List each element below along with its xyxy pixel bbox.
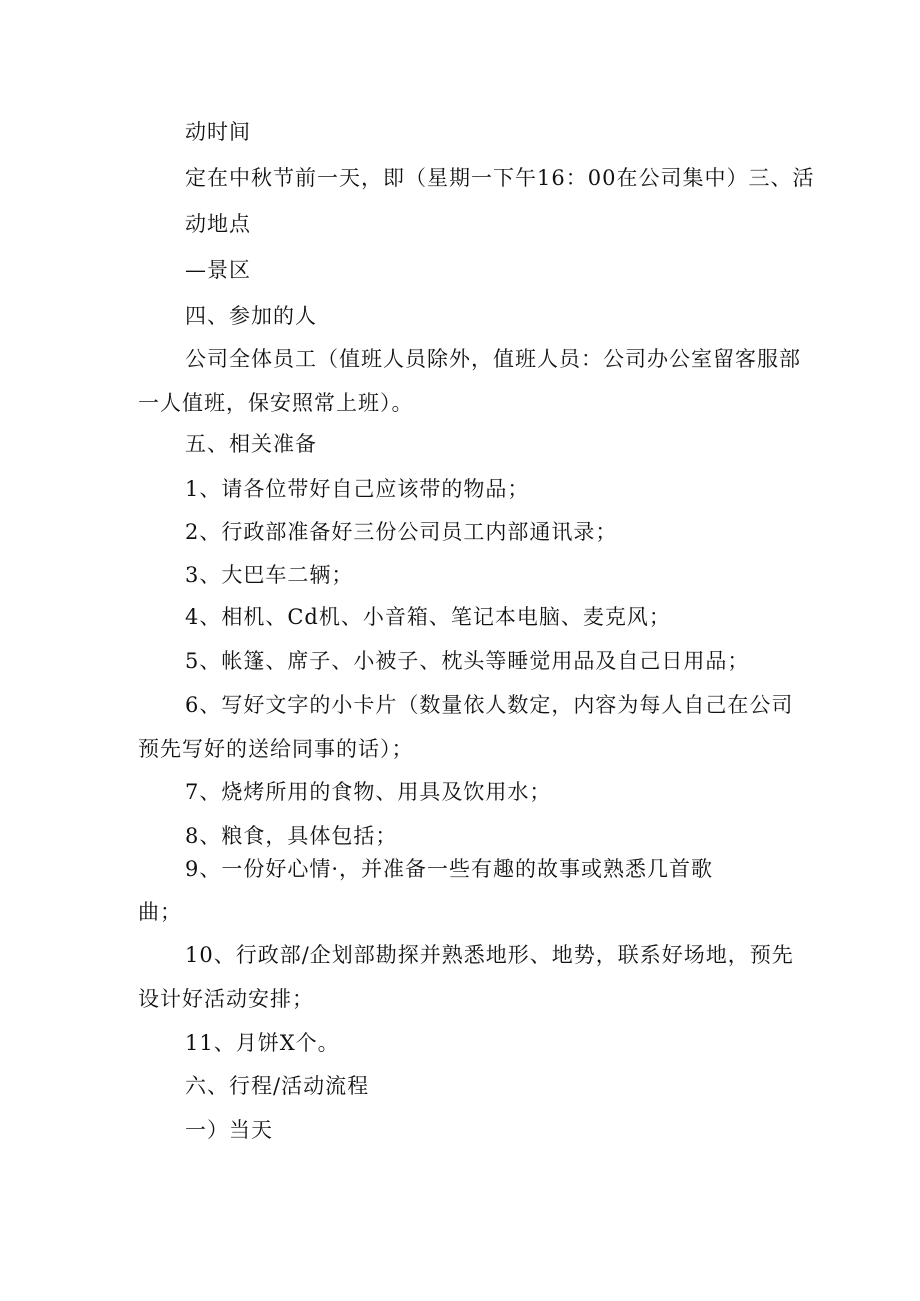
text-line-prep-item-6: 6、写好文字的小卡片（数量依人数定，内容为每人自己在公司 (185, 693, 794, 717)
text-line-prep-item-10-cont: 设计好活动安排； (138, 987, 314, 1011)
text-line-prep-item-8: 8、粮食，具体包括； (185, 824, 398, 848)
text-line-schedule-day: 一）当天 (185, 1118, 273, 1142)
text-line-prep-item-11: 11、月饼X个。 (185, 1031, 340, 1055)
text-line-participants-heading: 四、参加的人 (185, 304, 317, 328)
text-line-prep-item-3: 3、大巴车二辆； (185, 563, 354, 587)
text-line-prep-item-1: 1、请各位带好自己应该带的物品； (185, 477, 530, 501)
text-line-time-detail: 定在中秋节前一天，即（星期一下午16：00在公司集中）三、活 (185, 166, 815, 190)
text-line-schedule-heading: 六、行程/活动流程 (185, 1074, 370, 1098)
text-line-participants-detail: 公司全体员工（值班人员除外，值班人员：公司办公室留客服部 (185, 347, 801, 371)
text-line-location-detail: —景区 (185, 258, 251, 282)
text-line-location-heading: 动地点 (185, 212, 251, 236)
text-line-participants-detail-cont: 一人值班，保安照常上班）。 (138, 391, 414, 415)
text-line-prep-item-9-cont: 曲； (138, 900, 182, 924)
text-line-prep-item-7: 7、烧烤所用的食物、用具及饮用水； (185, 780, 552, 804)
text-line-prep-item-4: 4、相机、Cd机、小音箱、笔记本电脑、麦克风； (185, 605, 671, 629)
text-line-preparation-heading: 五、相关准备 (185, 432, 317, 456)
text-line-activity-time-heading: 动时间 (185, 120, 251, 144)
text-line-prep-item-5: 5、帐篷、席子、小被子、枕头等睡觉用品及自己日用品； (185, 649, 750, 673)
text-line-prep-item-2: 2、行政部准备好三份公司员工内部通讯录； (185, 520, 618, 544)
text-line-prep-item-6-cont: 预先写好的送给同事的话）； (138, 737, 414, 761)
text-line-prep-item-10: 10、行政部/企划部勘探并熟悉地形、地势，联系好场地，预先 (185, 943, 794, 967)
text-line-prep-item-9: 9、一份好心情·，并准备一些有趣的故事或熟悉几首歌 (185, 857, 714, 881)
